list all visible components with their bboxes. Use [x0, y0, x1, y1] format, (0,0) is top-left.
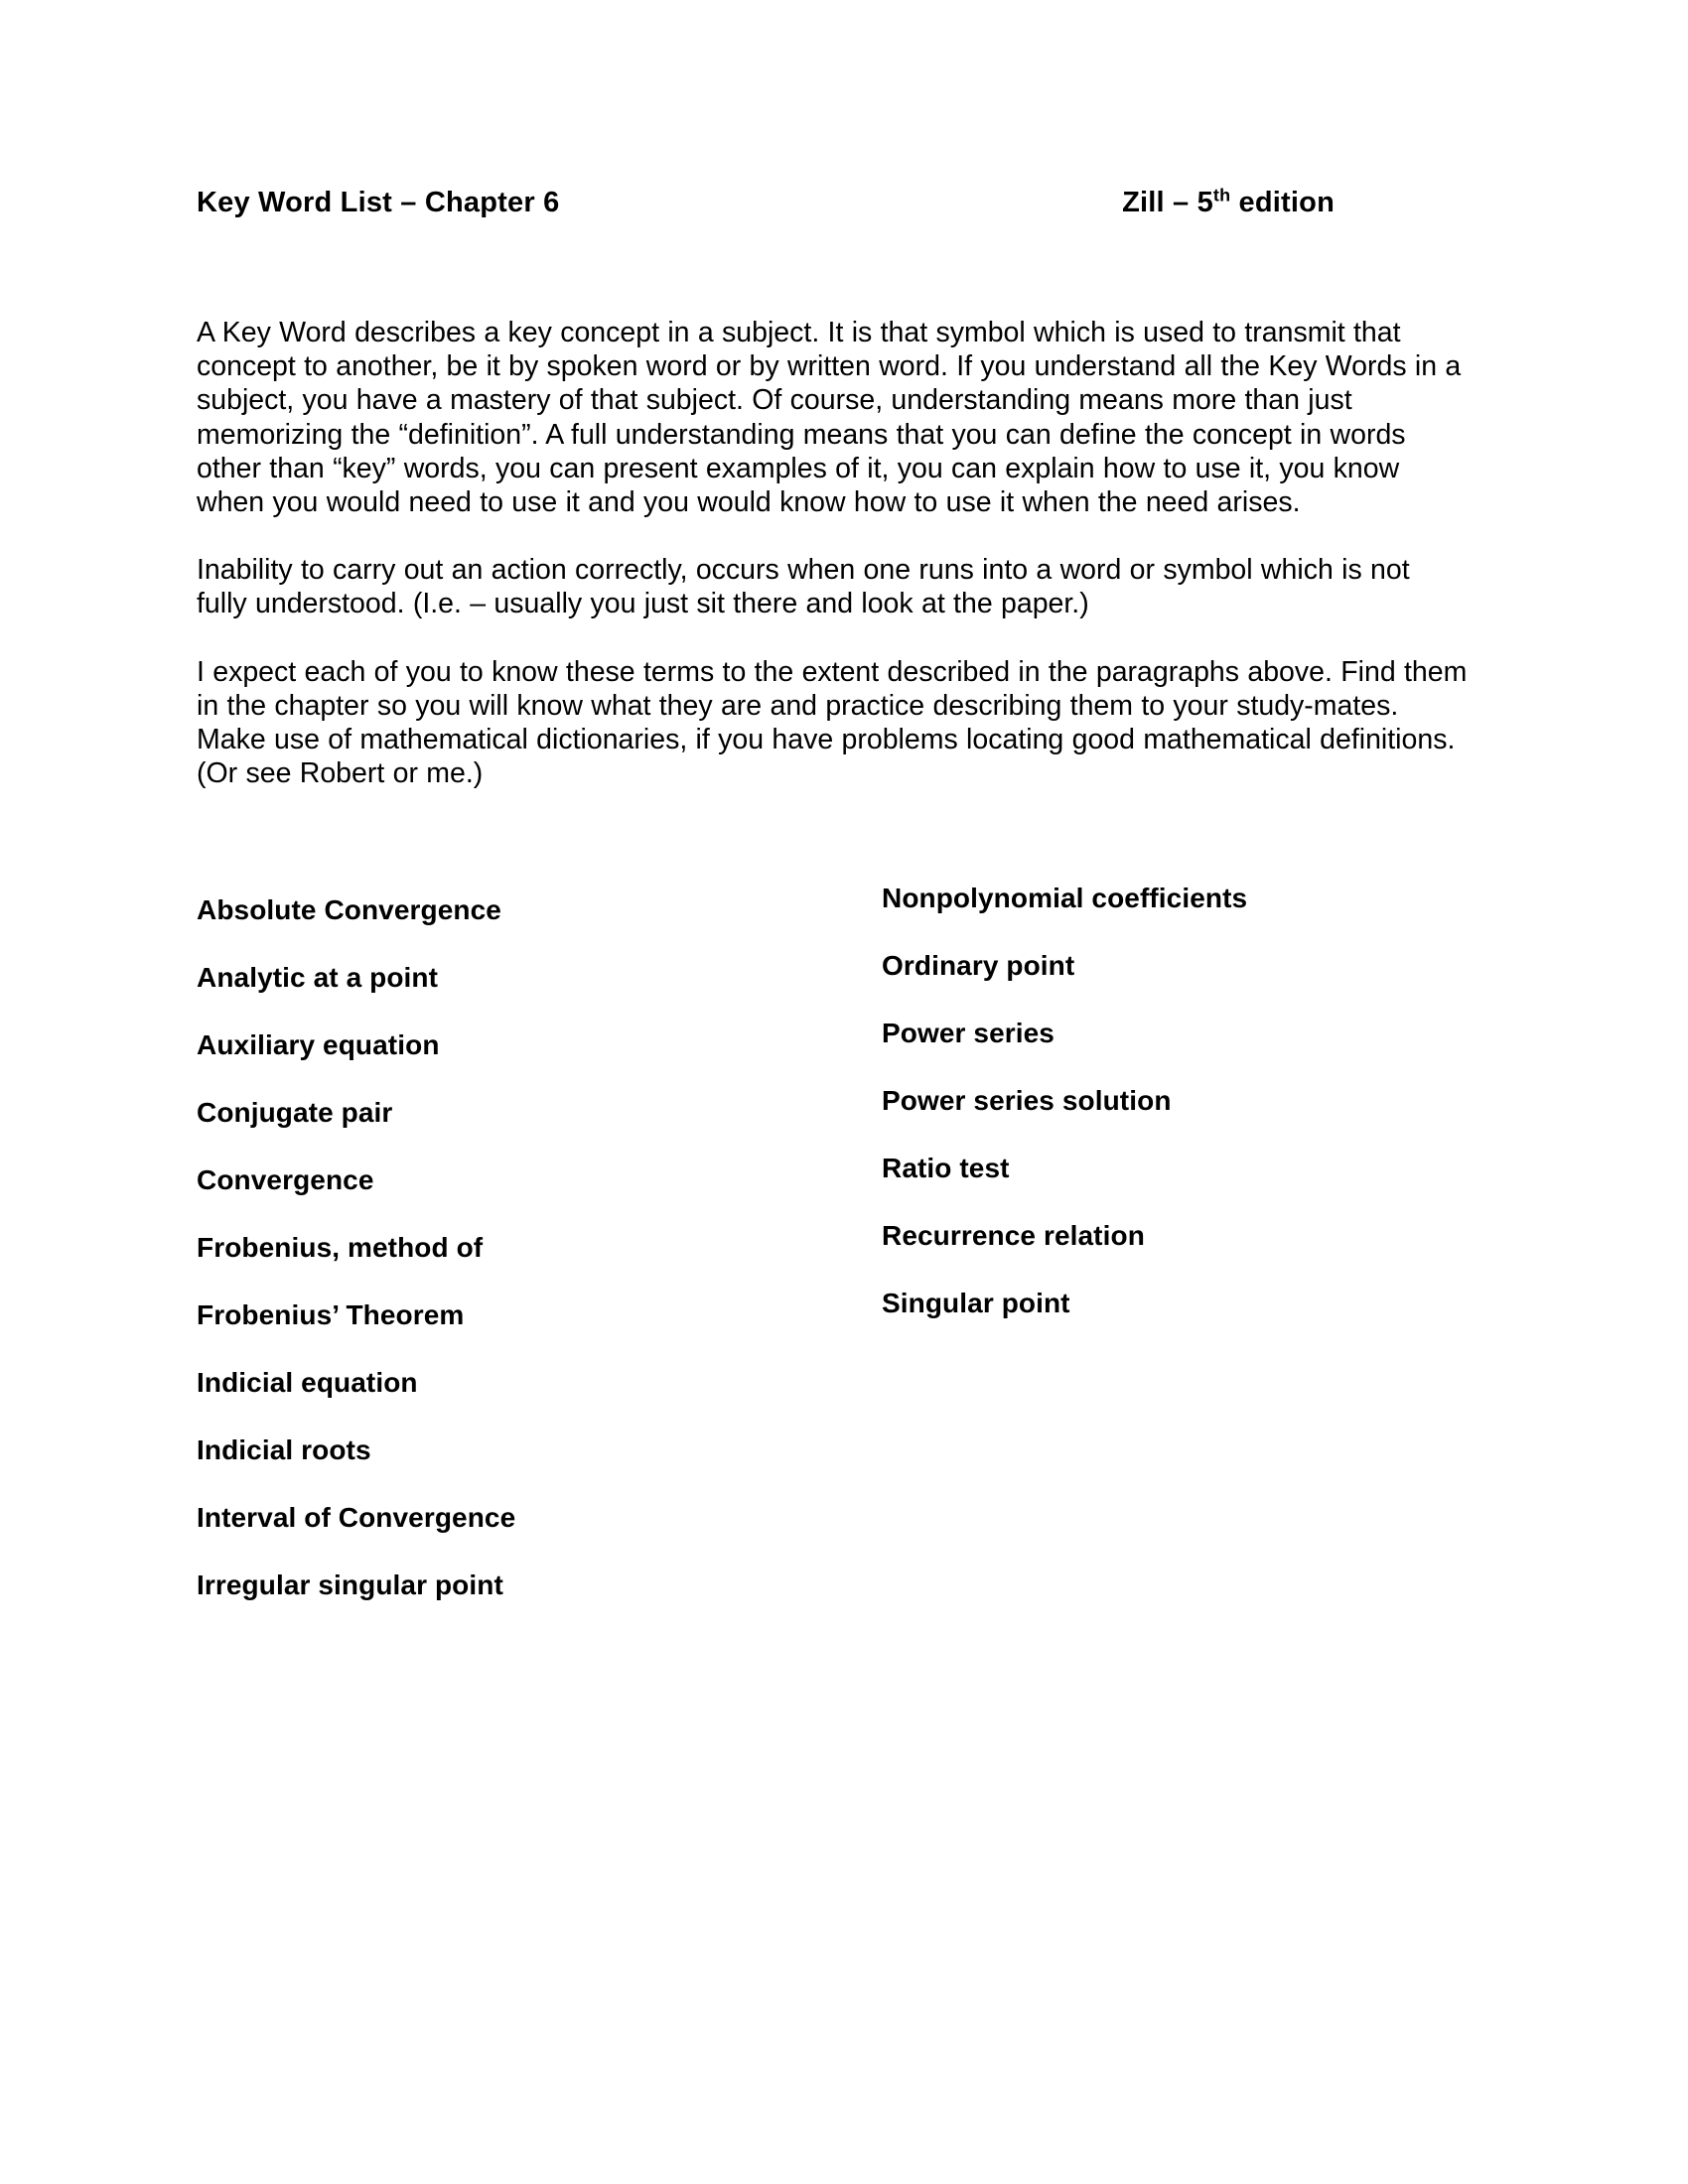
keyword-item: Convergence: [197, 1164, 374, 1195]
body-text: [197, 316, 1468, 790]
keyword-item: Conjugate pair: [197, 1097, 393, 1128]
document-header: [197, 187, 1336, 219]
keyword-item: Power series: [882, 1018, 1055, 1048]
keyword-item: Ordinary point: [882, 950, 1075, 981]
edition-ordinal-suffix: th: [1212, 185, 1231, 205]
keyword-item: Indicial roots: [197, 1434, 371, 1465]
keyword-item: Recurrence relation: [882, 1220, 1145, 1251]
paragraph-2: Inability to carry out an action correctly, occurs when one runs into a word or symbol which is not fully understood. (I.e. – usually you just sit there and look at the paper.): [197, 554, 1410, 620]
keyword-item: Interval of Convergence: [197, 1502, 516, 1533]
keyword-item: Auxiliary equation: [197, 1029, 440, 1060]
keyword-item: Nonpolynomial coefficients: [882, 883, 1248, 913]
edition-label: [1122, 187, 1336, 219]
keyword-item: Absolute Convergence: [197, 894, 501, 925]
keyword-column-left: [197, 893, 812, 1636]
paragraph-1: A Key Word describes a key concept in a subject. It is that symbol which is used to transmit that concept to another, be it by spoken word or by written word. If you understand all the Key Words in a subject, you have a mastery of that subject. Of course, understanding means more than just memorizing the “definition”. A full understanding means that you can define the concept in words other than “key” words, you can present examples of it, you can explain how to use it, you know when you would need to use it and you would know how to use it when the need arises.: [197, 317, 1462, 519]
edition-label-suffix: edition: [1230, 187, 1335, 218]
keyword-list: [197, 883, 1468, 1600]
keyword-item: Analytic at a point: [197, 962, 439, 993]
keyword-item: Frobenius, method of: [197, 1232, 484, 1263]
paragraph-3: I expect each of you to know these terms to the extent described in the paragraphs above. Find them in the chapter so you will know what they are and practice describing them to your study-mates. Make use of mathematical dictionaries, if you have problems locating good mathematical definitions. (Or see Robert or me.): [197, 655, 1468, 790]
keyword-item: Ratio test: [882, 1153, 1010, 1183]
keyword-item: Frobenius’ Theorem: [197, 1299, 465, 1330]
edition-label-prefix: Zill – 5: [1122, 187, 1213, 218]
keyword-item: Indicial equation: [197, 1367, 418, 1398]
keyword-item: Irregular singular point: [197, 1570, 503, 1600]
keyword-item: Singular point: [882, 1288, 1070, 1318]
keyword-column-right: [882, 882, 1438, 1354]
page-title: Key Word List – Chapter 6: [197, 187, 560, 218]
keyword-item: Power series solution: [882, 1085, 1172, 1116]
